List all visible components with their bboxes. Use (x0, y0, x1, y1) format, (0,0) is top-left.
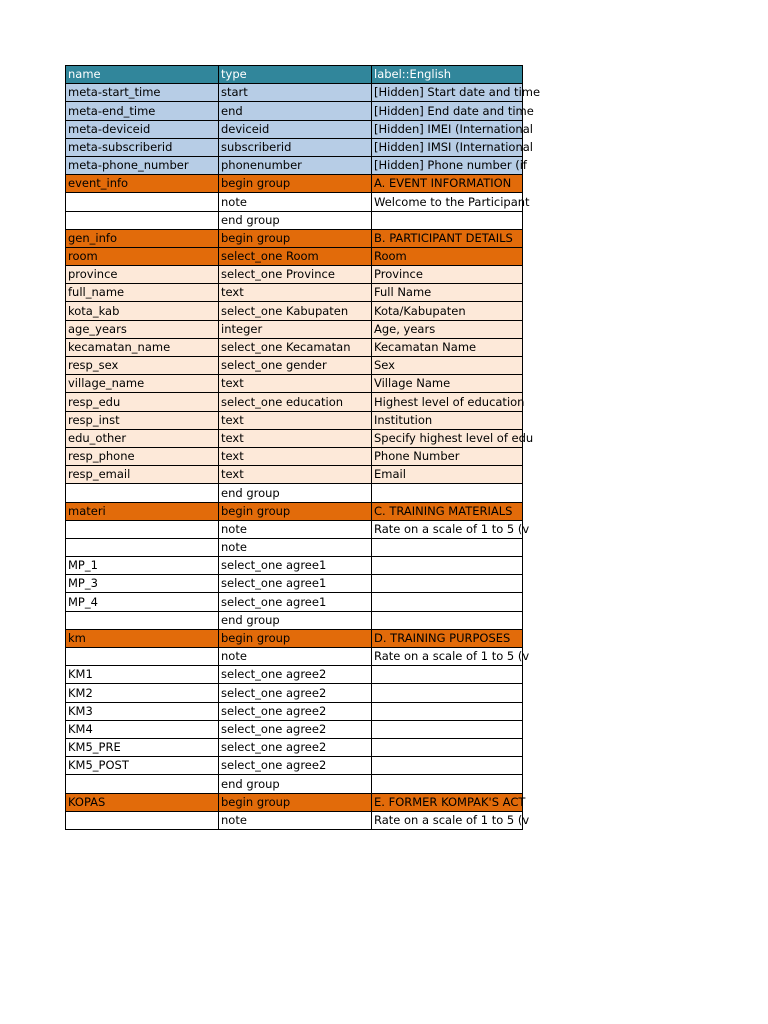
table-row (66, 738, 523, 756)
cell-label[interactable]: Full Name (372, 284, 523, 302)
cell-name[interactable] (66, 811, 219, 829)
cell-type[interactable]: subscriberid (219, 138, 372, 156)
cell-name[interactable]: resp_phone (66, 447, 219, 465)
cell-type[interactable]: end (219, 102, 372, 120)
cell-name[interactable]: MP_4 (66, 593, 219, 611)
cell-type[interactable]: select_one agree2 (219, 702, 372, 720)
cell-label[interactable] (372, 684, 523, 702)
cell-type[interactable]: end group (219, 611, 372, 629)
table-row (66, 411, 523, 429)
cell-label[interactable]: [Hidden] Phone number (if (372, 156, 523, 174)
cell-label[interactable]: Specify highest level of edu (372, 429, 523, 447)
cell-name[interactable]: full_name (66, 284, 219, 302)
cell-name[interactable]: KM2 (66, 684, 219, 702)
header-cell-type[interactable]: type (219, 66, 372, 84)
cell-label[interactable]: Highest level of education (372, 393, 523, 411)
table-row (66, 793, 523, 811)
cell-name[interactable]: resp_email (66, 466, 219, 484)
cell-name[interactable]: gen_info (66, 229, 219, 247)
cell-type[interactable]: text (219, 375, 372, 393)
cell-name[interactable] (66, 611, 219, 629)
cell-name[interactable] (66, 484, 219, 502)
cell-type[interactable]: end group (219, 484, 372, 502)
cell-type[interactable]: integer (219, 320, 372, 338)
xlsform-survey-table (65, 65, 541, 830)
cell-label[interactable]: Age, years (372, 320, 523, 338)
cell-type[interactable]: select_one Kecamatan (219, 338, 372, 356)
table-row (66, 757, 523, 775)
cell-label[interactable]: [Hidden] IMSI (International (372, 138, 523, 156)
table-row (66, 302, 523, 320)
cell-label[interactable] (372, 211, 523, 229)
cell-name[interactable] (66, 193, 219, 211)
cell-type[interactable]: begin group (219, 502, 372, 520)
cell-type[interactable]: select_one Province (219, 266, 372, 284)
cell-type[interactable]: note (219, 811, 372, 829)
cell-name[interactable]: KM5_POST (66, 757, 219, 775)
header-cell-label[interactable]: label::English (372, 66, 523, 84)
cell-label[interactable]: [Hidden] End date and time (372, 102, 523, 120)
cell-name[interactable]: meta-end_time (66, 102, 219, 120)
cell-label[interactable]: [Hidden] Start date and time (372, 84, 523, 102)
cell-name[interactable]: meta-subscriberid (66, 138, 219, 156)
cell-type[interactable]: select_one Room (219, 247, 372, 265)
cell-label[interactable]: Village Name (372, 375, 523, 393)
cell-type[interactable]: select_one agree2 (219, 738, 372, 756)
cell-name[interactable]: KM5_PRE (66, 738, 219, 756)
table-row (66, 266, 523, 284)
cell-name[interactable]: km (66, 629, 219, 647)
cell-name[interactable]: edu_other (66, 429, 219, 447)
cell-label[interactable]: A. EVENT INFORMATION (372, 175, 523, 193)
cell-label[interactable]: Province (372, 266, 523, 284)
cell-label[interactable] (372, 720, 523, 738)
table-row (66, 775, 523, 793)
cell-label[interactable] (372, 557, 523, 575)
table-body (66, 66, 541, 830)
cell-type[interactable]: select_one agree2 (219, 684, 372, 702)
cell-label[interactable] (372, 538, 523, 556)
cell-label[interactable]: Rate on a scale of 1 to 5 (v (372, 520, 523, 538)
cell-label[interactable]: B. PARTICIPANT DETAILS (372, 229, 523, 247)
cell-type[interactable]: begin group (219, 175, 372, 193)
table-row (66, 84, 523, 102)
table-row (66, 666, 523, 684)
cell-type[interactable]: select_one agree1 (219, 575, 372, 593)
cell-name[interactable]: materi (66, 502, 219, 520)
cell-label[interactable]: Institution (372, 411, 523, 429)
table-row (66, 702, 523, 720)
cell-type[interactable]: end group (219, 775, 372, 793)
table-row (66, 175, 523, 193)
cell-type[interactable]: text (219, 411, 372, 429)
cell-label[interactable]: Kecamatan Name (372, 338, 523, 356)
cell-type[interactable]: text (219, 447, 372, 465)
cell-name[interactable]: KOPAS (66, 793, 219, 811)
cell-type[interactable]: phonenumber (219, 156, 372, 174)
cell-label[interactable]: Sex (372, 357, 523, 375)
table-row (66, 557, 523, 575)
table-row (66, 193, 523, 211)
table-row (66, 538, 523, 556)
cell-label[interactable]: Rate on a scale of 1 to 5 (v (372, 811, 523, 829)
table-row (66, 484, 523, 502)
table-row (66, 357, 523, 375)
cell-type[interactable]: select_one gender (219, 357, 372, 375)
cell-type[interactable]: start (219, 84, 372, 102)
table-row (66, 611, 523, 629)
table-row (66, 211, 523, 229)
table-row (66, 102, 523, 120)
table-row (66, 375, 523, 393)
cell-label[interactable]: Room (372, 247, 523, 265)
cell-name[interactable]: resp_edu (66, 393, 219, 411)
cell-label[interactable] (372, 484, 523, 502)
cell-label[interactable]: [Hidden] IMEI (International (372, 120, 523, 138)
cell-type[interactable]: note (219, 538, 372, 556)
cell-type[interactable]: text (219, 429, 372, 447)
cell-name[interactable]: meta-phone_number (66, 156, 219, 174)
cell-name[interactable]: resp_sex (66, 357, 219, 375)
table-row (66, 338, 523, 356)
cell-name[interactable]: village_name (66, 375, 219, 393)
cell-name[interactable] (66, 538, 219, 556)
table-row (66, 284, 523, 302)
table-row (66, 593, 523, 611)
table-row (66, 156, 523, 174)
table-row (66, 520, 523, 538)
cell-type[interactable]: deviceid (219, 120, 372, 138)
cell-name[interactable]: province (66, 266, 219, 284)
cell-name[interactable]: KM4 (66, 720, 219, 738)
table-row (66, 229, 523, 247)
cell-type[interactable]: note (219, 648, 372, 666)
cell-type[interactable]: note (219, 193, 372, 211)
cell-name[interactable]: KM1 (66, 666, 219, 684)
cell-type[interactable]: text (219, 466, 372, 484)
cell-name[interactable] (66, 211, 219, 229)
cell-label[interactable] (372, 575, 523, 593)
cell-type[interactable]: begin group (219, 229, 372, 247)
cell-name[interactable] (66, 775, 219, 793)
cell-label[interactable] (372, 738, 523, 756)
table-row (66, 629, 523, 647)
table-row (66, 811, 523, 829)
cell-label[interactable] (372, 775, 523, 793)
table-row (66, 575, 523, 593)
cell-name[interactable] (66, 648, 219, 666)
cell-label[interactable]: Kota/Kabupaten (372, 302, 523, 320)
cell-type[interactable]: select_one agree1 (219, 557, 372, 575)
cell-type[interactable]: text (219, 284, 372, 302)
cell-type[interactable]: select_one Kabupaten (219, 302, 372, 320)
cell-name[interactable]: event_info (66, 175, 219, 193)
table-row (66, 684, 523, 702)
cell-name[interactable]: resp_inst (66, 411, 219, 429)
header-row (66, 66, 523, 84)
cell-type[interactable]: select_one education (219, 393, 372, 411)
cell-label[interactable]: C. TRAINING MATERIALS (372, 502, 523, 520)
header-cell-name[interactable]: name (66, 66, 219, 84)
cell-label[interactable] (372, 702, 523, 720)
cell-name[interactable]: KM3 (66, 702, 219, 720)
table-row (66, 447, 523, 465)
cell-type[interactable]: select_one agree2 (219, 720, 372, 738)
cell-label[interactable]: Phone Number (372, 447, 523, 465)
cell-name[interactable]: MP_3 (66, 575, 219, 593)
cell-name[interactable] (66, 520, 219, 538)
cell-label[interactable]: Welcome to the Participant (372, 193, 523, 211)
table-row (66, 120, 523, 138)
table-row (66, 502, 523, 520)
cell-type[interactable]: begin group (219, 629, 372, 647)
table-row (66, 648, 523, 666)
cell-label[interactable]: D. TRAINING PURPOSES (372, 629, 523, 647)
cell-name[interactable]: meta-deviceid (66, 120, 219, 138)
table-row (66, 320, 523, 338)
cell-label[interactable] (372, 611, 523, 629)
cell-label[interactable]: Rate on a scale of 1 to 5 (v (372, 648, 523, 666)
table-row (66, 720, 523, 738)
cell-type[interactable]: note (219, 520, 372, 538)
table-row (66, 138, 523, 156)
cell-type[interactable]: end group (219, 211, 372, 229)
cell-name[interactable]: kecamatan_name (66, 338, 219, 356)
cell-name[interactable]: room (66, 247, 219, 265)
cell-name[interactable]: meta-start_time (66, 84, 219, 102)
cell-name[interactable]: kota_kab (66, 302, 219, 320)
cell-type[interactable]: begin group (219, 793, 372, 811)
cell-name[interactable]: age_years (66, 320, 219, 338)
table-row (66, 393, 523, 411)
cell-label[interactable]: E. FORMER KOMPAK'S ACT (372, 793, 523, 811)
cell-label[interactable] (372, 593, 523, 611)
cell-name[interactable]: MP_1 (66, 557, 219, 575)
table-row (66, 429, 523, 447)
cell-type[interactable]: select_one agree1 (219, 593, 372, 611)
table-row (66, 466, 523, 484)
cell-label[interactable]: Email (372, 466, 523, 484)
table-row (66, 247, 523, 265)
cell-type[interactable]: select_one agree2 (219, 666, 372, 684)
cell-type[interactable]: select_one agree2 (219, 757, 372, 775)
cell-label[interactable] (372, 666, 523, 684)
cell-label[interactable] (372, 757, 523, 775)
